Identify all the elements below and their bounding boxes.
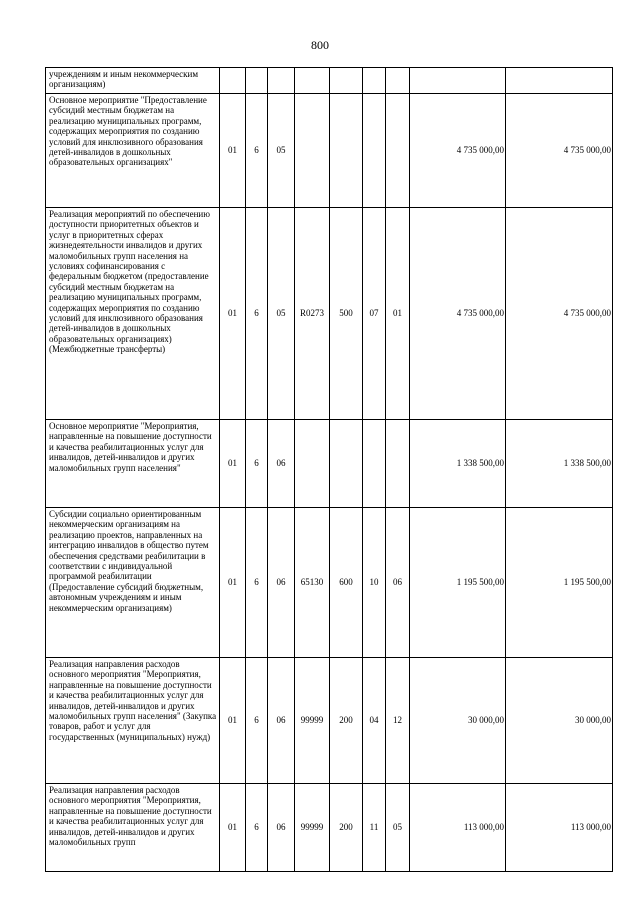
amount-1: 30 000,00 — [410, 658, 506, 784]
amount-2: 1 195 500,00 — [506, 508, 613, 658]
section-code: 07 — [363, 208, 386, 420]
section-code: 10 — [363, 508, 386, 658]
section-code: 11 — [363, 784, 386, 872]
subsection-code: 01 — [386, 208, 410, 420]
row-name: Основное мероприятие "Предоставление субсидий местным бюджетам на реализацию муниципальных программ, содержащих мероприятия по созданию условий для инклюзивного образования детей-инвалидов в дошкольных образовательных организациях" — [46, 94, 220, 208]
amount-1: 1 338 500,00 — [410, 420, 506, 508]
amount-1: 113 000,00 — [410, 784, 506, 872]
section-code — [363, 68, 386, 94]
event-code: 06 — [268, 508, 295, 658]
expense-type: 600 — [330, 508, 363, 658]
row-name: Основное мероприятие "Мероприятия, направленные на повышение доступности и качества реабилитационных услуг для инвалидов, детей-инвалидов и других маломобильных групп населения" — [46, 420, 220, 508]
event-code: 05 — [268, 208, 295, 420]
row-name: Субсидии социально ориентированным некоммерческим организациям на реализацию проектов, направленных на интеграцию инвалидов в общество путем обеспечения средствами реабилитации в соответствии с индивидуальной программой реабилитации (Предоставление субсидий бюджетным, автономным учреждениям и иным некоммерческим организациям) — [46, 508, 220, 658]
program-code: 01 — [220, 658, 246, 784]
direction-code — [295, 68, 330, 94]
section-code: 04 — [363, 658, 386, 784]
expense-type — [330, 94, 363, 208]
table-row — [46, 658, 613, 784]
amount-2 — [506, 68, 613, 94]
direction-code — [295, 94, 330, 208]
amount-2: 113 000,00 — [506, 784, 613, 872]
direction-code: 99999 — [295, 784, 330, 872]
subprogram-code: 6 — [246, 420, 268, 508]
subsection-code: 05 — [386, 784, 410, 872]
amount-2: 1 338 500,00 — [506, 420, 613, 508]
section-code — [363, 94, 386, 208]
expense-type — [330, 420, 363, 508]
expense-type: 200 — [330, 784, 363, 872]
subsection-code: 12 — [386, 658, 410, 784]
event-code: 06 — [268, 420, 295, 508]
row-name: учреждениям и иным некоммерческим организациям) — [46, 68, 220, 94]
event-code — [268, 68, 295, 94]
program-code: 01 — [220, 784, 246, 872]
event-code: 06 — [268, 658, 295, 784]
subprogram-code: 6 — [246, 658, 268, 784]
program-code — [220, 68, 246, 94]
expense-type: 200 — [330, 658, 363, 784]
table-row — [46, 784, 613, 872]
direction-code: R0273 — [295, 208, 330, 420]
row-name: Реализация направления расходов основного мероприятия "Мероприятия, направленные на повышение доступности и качества реабилитационных услуг для инвалидов, детей-инвалидов и других маломобильных групп — [46, 784, 220, 872]
subsection-code — [386, 68, 410, 94]
amount-1: 4 735 000,00 — [410, 94, 506, 208]
event-code: 05 — [268, 94, 295, 208]
row-name: Реализация мероприятий по обеспечению доступности приоритетных объектов и услуг в приоритетных сферах жизнедеятельности инвалидов и других маломобильных групп населения на условиях софинансирования с федеральным бюджетом (предоставление субсидий местным бюджетам на реализацию муниципальных программ, содержащих мероприятия по созданию условий для инклюзивного образования детей-инвалидов в дошкольных образовательных организациях) (Межбюджетные трансферты) — [46, 208, 220, 420]
amount-2: 4 735 000,00 — [506, 208, 613, 420]
table-row — [46, 68, 613, 94]
subsection-code — [386, 94, 410, 208]
amount-1 — [410, 68, 506, 94]
program-code: 01 — [220, 208, 246, 420]
table-row — [46, 420, 613, 508]
event-code: 06 — [268, 784, 295, 872]
amount-1: 4 735 000,00 — [410, 208, 506, 420]
section-code — [363, 420, 386, 508]
subprogram-code: 6 — [246, 784, 268, 872]
expense-type: 500 — [330, 208, 363, 420]
program-code: 01 — [220, 508, 246, 658]
subsection-code — [386, 420, 410, 508]
subprogram-code: 6 — [246, 94, 268, 208]
direction-code — [295, 420, 330, 508]
expense-type — [330, 68, 363, 94]
direction-code: 99999 — [295, 658, 330, 784]
subprogram-code: 6 — [246, 208, 268, 420]
table-row — [46, 94, 613, 208]
subprogram-code: 6 — [246, 508, 268, 658]
subsection-code: 06 — [386, 508, 410, 658]
row-name: Реализация направления расходов основного мероприятия "Мероприятия, направленные на повышение доступности и качества реабилитационных услуг для инвалидов, детей-инвалидов и других маломобильных групп населения" (Закупка товаров, работ и услуг для государственных (муниципальных) нужд) — [46, 658, 220, 784]
budget-table — [45, 67, 613, 872]
subprogram-code — [246, 68, 268, 94]
page-number: 800 — [311, 38, 329, 52]
direction-code: 65130 — [295, 508, 330, 658]
program-code: 01 — [220, 94, 246, 208]
table-row — [46, 208, 613, 420]
amount-2: 30 000,00 — [506, 658, 613, 784]
table-row — [46, 508, 613, 658]
program-code: 01 — [220, 420, 246, 508]
amount-2: 4 735 000,00 — [506, 94, 613, 208]
amount-1: 1 195 500,00 — [410, 508, 506, 658]
